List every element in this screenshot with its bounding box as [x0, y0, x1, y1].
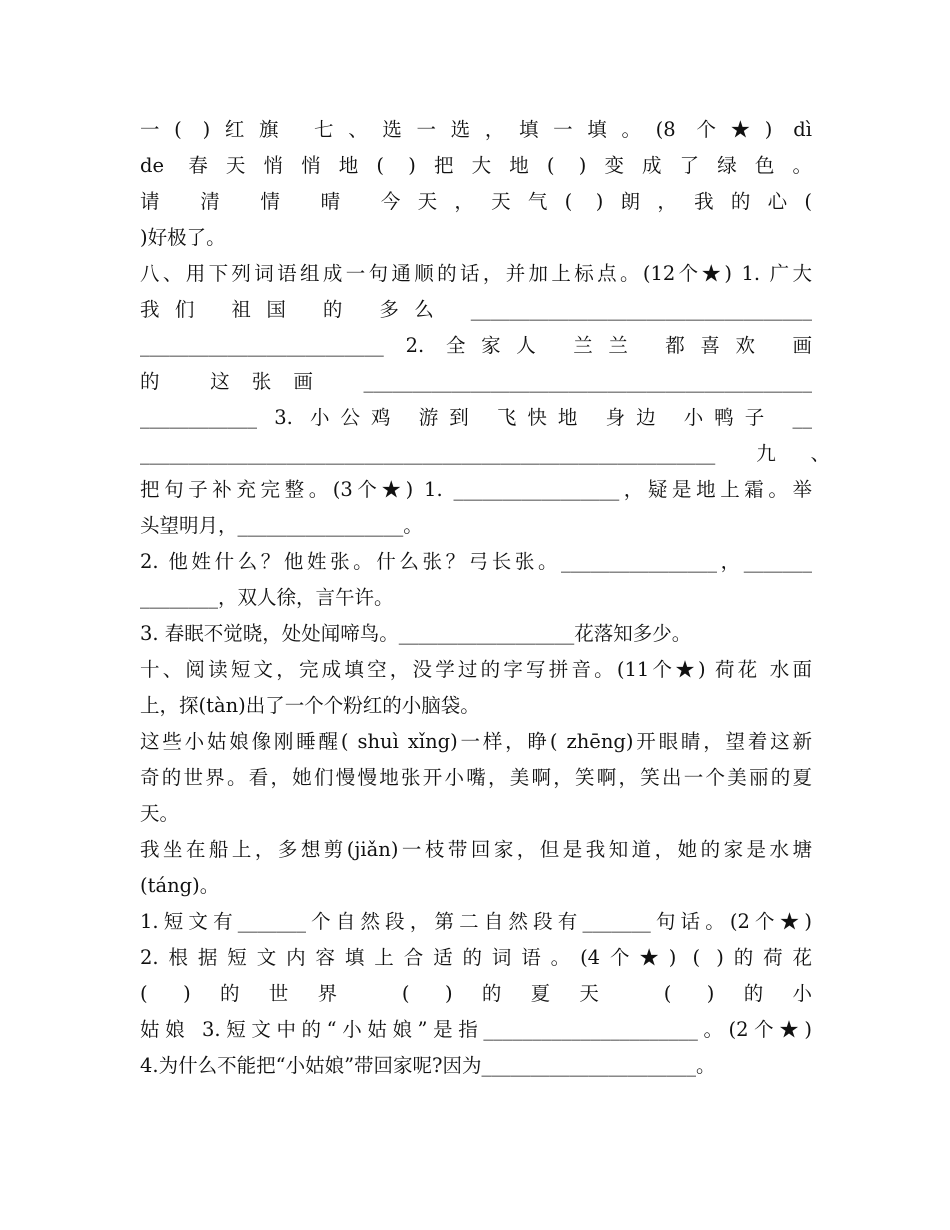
text-line: 上，探(tàn)出了一个个粉红的小脑袋。 [140, 694, 480, 717]
text-line: ________，双人徐，言午许。 [140, 586, 394, 609]
text-line: 十、阅读短文，完成填空，没学过的字写拼音。(11个★) 荷花 水面 [140, 658, 812, 681]
text-line: )好极了。 [140, 226, 226, 249]
text-line: 我坐在船上，多想剪(jiǎn)一枝带回家，但是我知道，她的家是水塘 [140, 838, 812, 861]
text-line: 的 这张画 ______________________________________________ [140, 370, 812, 393]
text-line: 我们 祖国 的 多么 ___________________________________ [140, 298, 812, 321]
text-line: de 春天悄悄地( )把大地( )变成了绿色。 [140, 154, 812, 177]
text-line: ___________________________________________________________ 九、 [140, 442, 830, 465]
text-line: 姑娘 3.短文中的“小姑娘”是指______________________。(2个★) [140, 1018, 812, 1041]
text-line: 请 清 情 晴 今天，天气( )朗，我的心( [140, 190, 812, 213]
text-line: 4.为什么不能把“小姑娘”带回家呢?因为______________________。 [140, 1054, 716, 1077]
text-line: 这些小姑娘像刚睡醒( shuì xǐng)一样，睁( zhēng)开眼睛，望着这新 [140, 730, 812, 753]
text-line: 2.根据短文内容填上合适的词语。(4个★) ( )的荷花 [140, 946, 812, 969]
text-line: 3. 春眠不觉晓，处处闻啼鸟。__________________花落知多少。 [140, 622, 692, 645]
text-line: _________________________ 2. 全家人 兰兰 都喜欢 画 [140, 334, 812, 357]
text-line: ____________ 3. 小公鸡 游到 飞快地 身边 小鸭子 __ [140, 406, 812, 429]
text-line: ( )的世界 ( )的夏天 ( )的小 [140, 982, 812, 1005]
text-line: 八、用下列词语组成一句通顺的话，并加上标点。(12个★) 1. 广大 [140, 262, 812, 285]
text-line: 头望明月，_________________。 [140, 514, 423, 537]
text-line: (táng)。 [140, 874, 220, 897]
text-line: 天。 [140, 802, 180, 825]
text-line: 奇的世界。看，她们慢慢地张开小嘴，美啊，笑啊，笑出一个美丽的夏 [140, 766, 812, 789]
text-line: 一( )红旗 七、选一选，填一填。(8 个★) dì [140, 118, 812, 141]
text-line: 2. 他姓什么？他姓张。什么张？弓长张。________________，_______ [140, 550, 812, 573]
text-line: 1.短文有_______个自然段，第二自然段有_______句话。(2个★) [140, 910, 812, 933]
text-line: 把句子补充完整。(3个★) 1. _________________，疑是地上霜。举 [140, 478, 812, 501]
